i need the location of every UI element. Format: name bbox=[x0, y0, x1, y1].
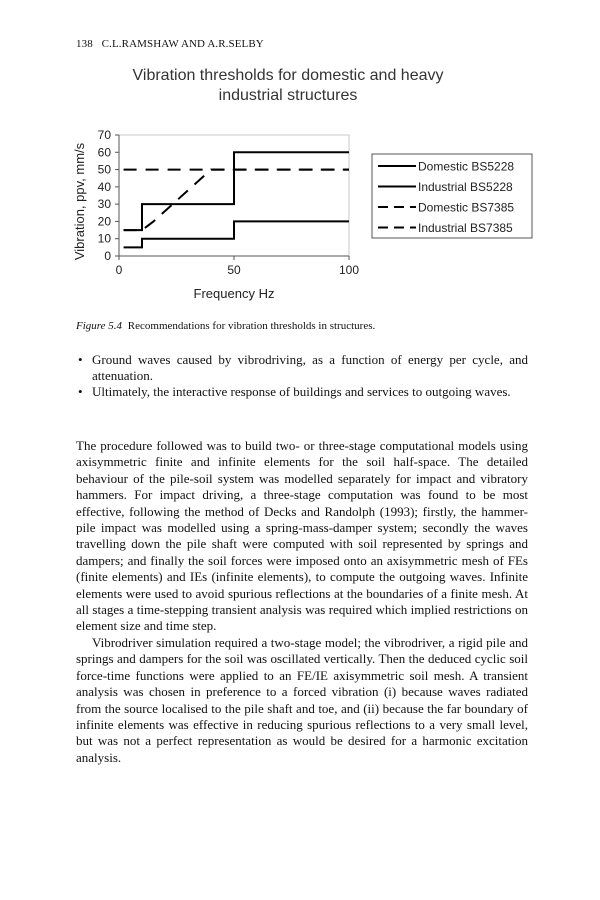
y-tick-label: 30 bbox=[97, 197, 111, 212]
x-axis-label: Frequency Hz bbox=[193, 286, 275, 301]
bullet-list bbox=[76, 352, 528, 400]
paragraph: The procedure followed was to build two- or three-stage computational models using axisymmetric finite and infinite elements for the soil half-space. The detailed behaviour of the pile-soil system was modelled separately for impact and vibratory hammers. For impact driving, a three-stage computation was found to be most effective, following the method of Decks and Randolph (1993); firstly, the hammer-pile impact was modelled using a spring-mass-damper system; secondly the waves travelling down the pile shaft were computed with soil represented by springs and dampers; and finally the soil forces were imposed onto an axisymmetric mesh of FEs (finite elements) and IEs (infinite elements), to compute the outgoing waves. Infinite elements were used to avoid spurious reflections at the boundaries of a finite mesh. At all stages a time-stepping transient analysis was required which implied restrictions on element size and time step. bbox=[76, 438, 528, 634]
y-tick-label: 70 bbox=[97, 128, 111, 142]
bullet-dot-icon: • bbox=[78, 352, 83, 367]
y-tick-label: 10 bbox=[97, 231, 111, 246]
figure-caption-text: Recommendations for vibration thresholds in structures. bbox=[127, 320, 376, 332]
figure-label: Figure 5.4 bbox=[76, 320, 123, 332]
figure bbox=[68, 62, 538, 312]
y-tick-label: 40 bbox=[97, 179, 111, 194]
figure-caption bbox=[76, 320, 536, 332]
y-axis-label: Vibration, ppv, mm/s bbox=[72, 142, 87, 261]
body-text bbox=[76, 438, 528, 766]
x-tick-label: 0 bbox=[115, 263, 123, 277]
series-line-domestic-bs5228 bbox=[124, 221, 349, 247]
page-number: 138 bbox=[76, 38, 93, 50]
series-line-industrial-bs5228 bbox=[124, 152, 349, 230]
legend-label: Industrial BS7385 bbox=[418, 221, 513, 235]
running-head-authors: C.L.RAMSHAW AND A.R.SELBY bbox=[101, 38, 264, 50]
chart-title-line-1: Vibration thresholds for domestic and heavy bbox=[132, 67, 444, 84]
running-head bbox=[76, 38, 264, 50]
x-tick-label: 50 bbox=[227, 263, 241, 277]
legend-label: Industrial BS5228 bbox=[418, 180, 513, 194]
vibration-threshold-chart bbox=[68, 62, 538, 312]
bullet-dot-icon: • bbox=[78, 384, 83, 399]
legend-label: Domestic BS5228 bbox=[418, 159, 515, 174]
legend-label: Domestic BS7385 bbox=[418, 200, 515, 215]
bullet-item: • Ultimately, the interactive response of buildings and services to outgoing waves. bbox=[78, 384, 511, 399]
y-tick-label: 0 bbox=[104, 249, 111, 263]
chart-title-line-2: industrial structures bbox=[218, 87, 358, 104]
x-tick-label: 100 bbox=[338, 263, 360, 277]
y-tick-label: 60 bbox=[97, 145, 111, 160]
y-tick-label: 20 bbox=[97, 214, 111, 229]
bullet-item: • Ground waves caused by vibrodriving, as a function of energy per cycle, and attenuation. bbox=[78, 352, 528, 383]
paragraph: Vibrodriver simulation required a two-stage model; the vibrodriver, a rigid pile and springs and dampers for the soil was oscillated vertically. Then the deduced cyclic soil force-time functions were applied to an FE/IE axisymmetric soil mesh. A transient analysis was chosen in preference to a forced vibration (i) because waves radiated from the source localised to the pile shaft and toe, and (ii) because the far boundary of infinite elements was effective in reducing spurious reflections to a very small level, but was not a perfect representation as would be desired for a harmonic excitation analysis. bbox=[76, 634, 528, 765]
y-tick-label: 50 bbox=[97, 162, 111, 177]
